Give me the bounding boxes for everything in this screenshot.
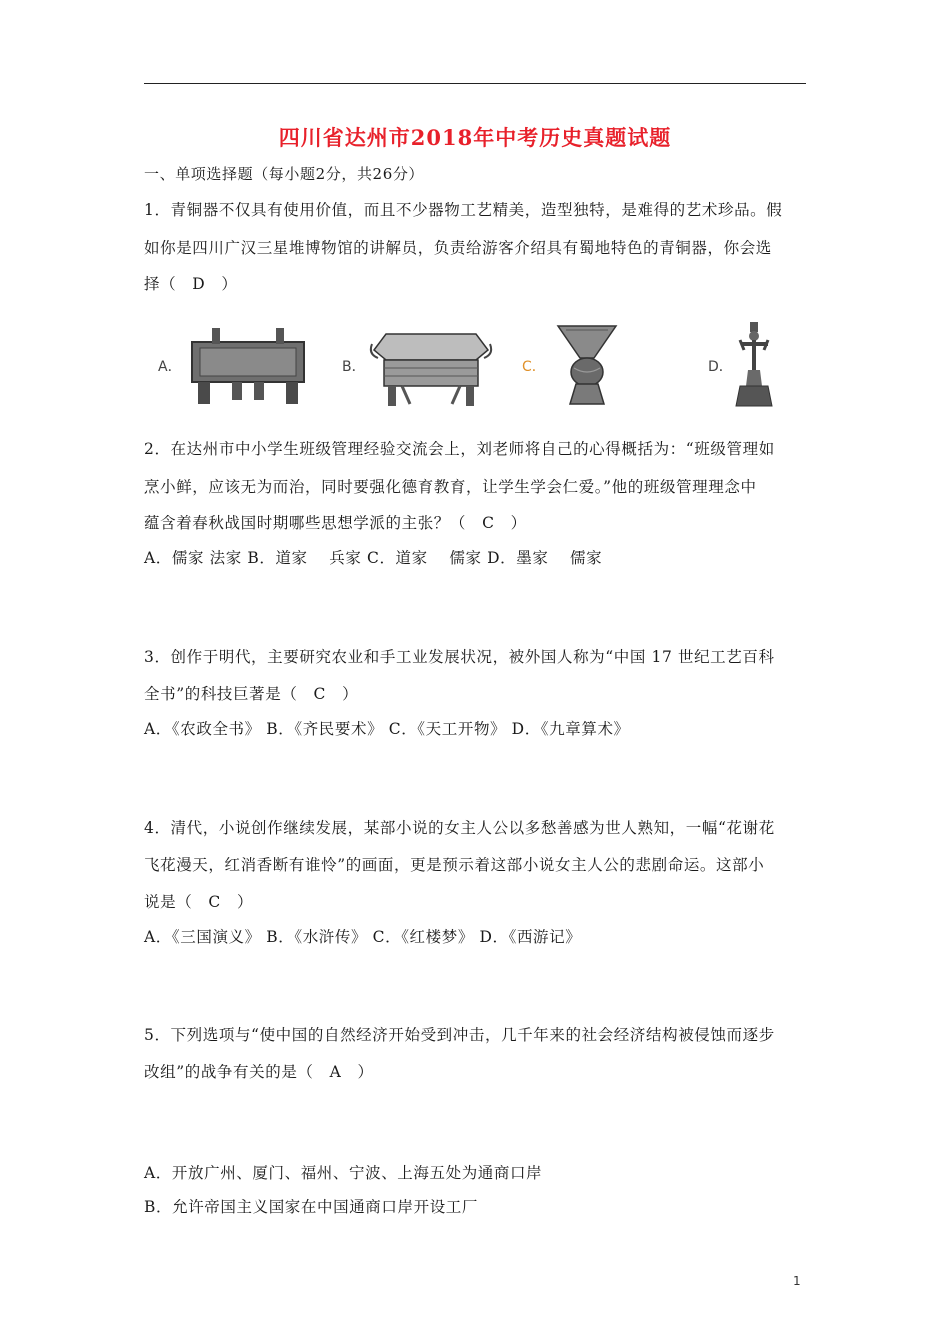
q4-line-2: 飞花漫天，红消香断有谁怜”的画面，更是预示着这部小说女主人公的悲剧命运。这部小 — [144, 856, 765, 874]
q2-line-1: 2．在达州市中小学生班级管理经验交流会上，刘老师将自己的心得概括为：“班级管理如 — [144, 440, 775, 458]
q1-line-2: 如你是四川广汉三星堆博物馆的讲解员，负责给游客介绍具有蜀地特色的青铜器，你会选 — [144, 239, 772, 257]
q3-line-2: 全书”的科技巨著是（ C ） — [144, 685, 359, 703]
header-rule — [144, 83, 806, 84]
q2-line-3: 蕴含着春秋战国时期哪些思想学派的主张？（ C ） — [144, 514, 527, 532]
q1-option-c-label: C． — [522, 359, 546, 375]
q1-option-a-label: A． — [158, 359, 182, 375]
q2-line-2: 烹小鲜，应该无为而治，同时要强化德育教育，让学生学会仁爱。”他的班级管理理念中 — [144, 478, 757, 496]
q3-options: A．《农政全书》 B．《齐民要术》 C．《天工开物》 D．《九章算术》 — [144, 720, 630, 738]
page-number: 1 — [793, 1274, 801, 1288]
bronze-standing-figure-image — [730, 320, 780, 410]
bronze-zun-vessel-image — [552, 320, 622, 410]
bronze-ornate-vessel-image — [366, 320, 496, 410]
q2-options: A．儒家 法家 B．道家 兵家 C．道家 儒家 D．墨家 儒家 — [144, 549, 603, 567]
q5-option-b: B．允许帝国主义国家在中国通商口岸开设工厂 — [144, 1198, 478, 1216]
q4-options: A．《三国演义》 B．《水浒传》 C．《红楼梦》 D．《西游记》 — [144, 928, 582, 946]
q1-line-3: 择（ D ） — [144, 275, 238, 293]
q1-option-d-label: D． — [708, 359, 733, 375]
q5-option-a: A．开放广州、厦门、福州、宁波、上海五处为通商口岸 — [144, 1164, 543, 1182]
q4-line-3: 说是（ C ） — [144, 893, 254, 911]
q1-line-1: 1．青铜器不仅具有使用价值，而且不少器物工艺精美，造型独特，是难得的艺术珍品。假 — [144, 201, 783, 219]
page-title: 四川省达州市2018年中考历史真题试题 — [278, 125, 672, 150]
bronze-square-ding-image — [182, 320, 312, 410]
q1-option-b-label: B． — [342, 359, 366, 375]
q5-line-1: 5．下列选项与“使中国的自然经济开始受到冲击，几千年来的社会经济结构被侵蚀而逐步 — [144, 1026, 775, 1044]
q3-line-1: 3．创作于明代，主要研究农业和手工业发展状况，被外国人称为“中国 17 世纪工艺百科 — [144, 648, 775, 666]
q4-line-1: 4．清代，小说创作继续发展，某部小说的女主人公以多愁善感为世人熟知，一幅“花谢花 — [144, 819, 775, 837]
section-heading: 一、单项选择题（每小题2分，共26分） — [144, 165, 425, 183]
q5-line-2: 改组”的战争有关的是（ A ） — [144, 1063, 374, 1081]
q1-option-images — [144, 320, 806, 410]
